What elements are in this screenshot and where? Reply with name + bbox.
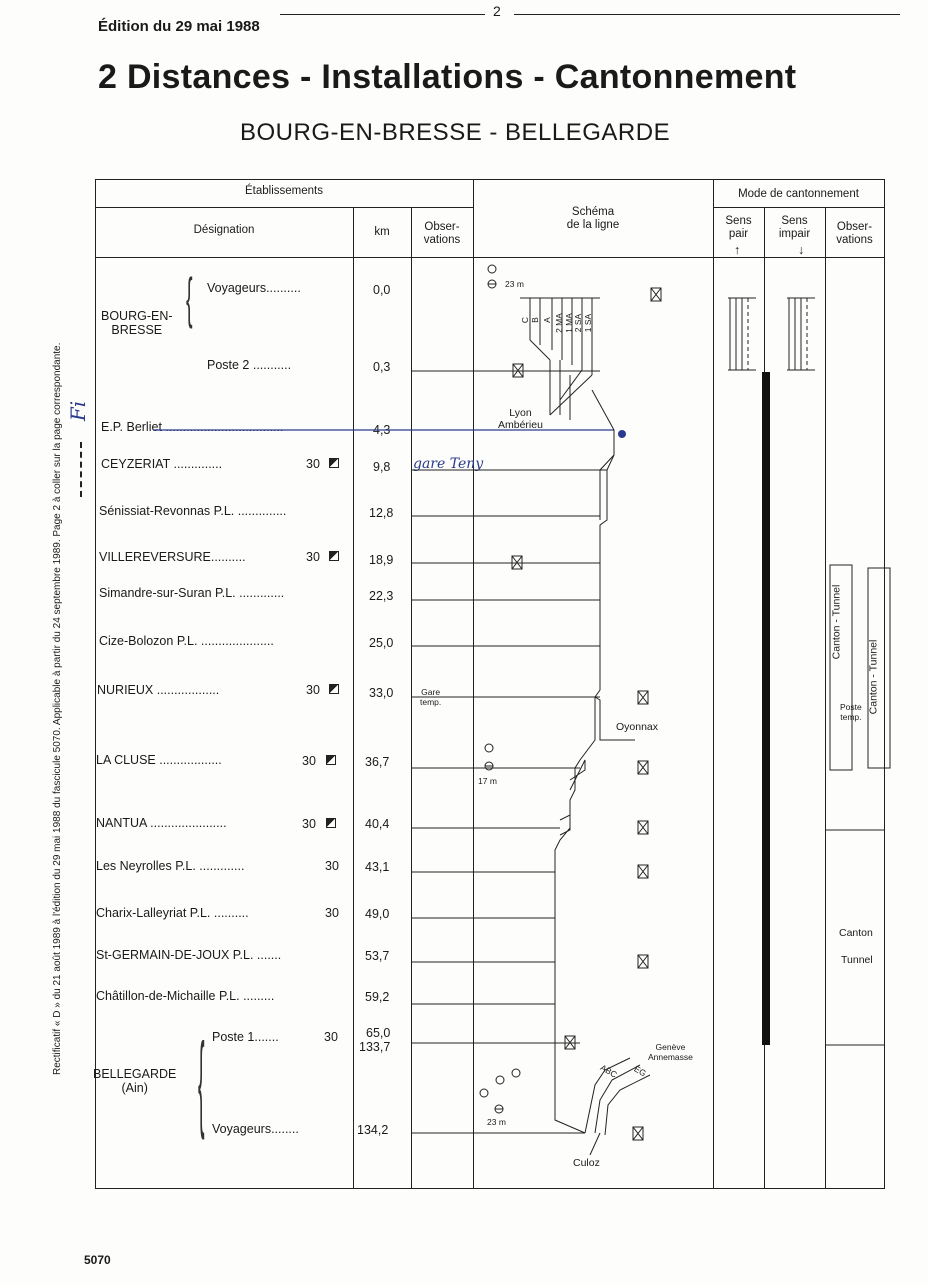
- schema-header: Schéma de la ligne: [566, 206, 620, 231]
- row-name-poste-1: Poste 1.......: [212, 1030, 279, 1044]
- schema-length-bellegarde: 23 m: [487, 1117, 506, 1127]
- sens-impair-header: Sens impair: [778, 215, 811, 240]
- brace-bellegarde: {: [198, 1020, 205, 1141]
- schema-lyon-amberieu: Lyon Ambérieu: [498, 407, 543, 431]
- schema-geneve-annemasse: Genève Annemasse: [648, 1042, 693, 1062]
- row-name-voyageurs-bellegarde: Voyageurs........: [212, 1122, 299, 1136]
- row-km-secondary: 133,7: [359, 1040, 391, 1054]
- row-name-ep-berliet: E.P. Berliet ..................................: [101, 420, 284, 434]
- schema-culoz: Culoz: [573, 1157, 600, 1169]
- row-km: 4,3: [373, 423, 391, 437]
- schema-oyonnax: Oyonnax: [616, 721, 659, 733]
- row-km: 12,8: [369, 506, 394, 520]
- brace-bourg: {: [186, 266, 193, 329]
- arrow-up-icon: ↑: [734, 243, 741, 257]
- row-km: 65,0: [366, 1026, 391, 1040]
- row-km: 36,7: [365, 755, 390, 769]
- km-header: km: [374, 226, 390, 238]
- track-label: C: [520, 316, 531, 324]
- row-km: 0,0: [373, 283, 391, 297]
- group-bellegarde: BELLEGARDE (Ain): [93, 1067, 177, 1095]
- row-speed: 30: [306, 550, 320, 564]
- row-name-chatillon: Châtillon-de-Michaille P.L. .........: [96, 989, 275, 1003]
- row-name-la-cluse: LA CLUSE ..................: [96, 753, 222, 767]
- row-name-nantua: NANTUA ......................: [96, 816, 227, 830]
- track-label: 2 SA: [573, 313, 584, 333]
- track-label: 1 SA: [583, 313, 594, 333]
- schema-abc: ABC: [598, 1062, 619, 1080]
- row-name-cize-bolozon: Cize-Bolozon P.L. .....................: [99, 634, 274, 648]
- schema-length-bourg: 23 m: [505, 279, 524, 289]
- row-name-simandre: Simandre-sur-Suran P.L. .............: [99, 586, 285, 600]
- page-number: 2: [493, 3, 501, 19]
- row-speed: 30: [325, 906, 339, 920]
- row-km: 40,4: [365, 817, 390, 831]
- page-title: 2 Distances - Installations - Cantonnement: [98, 58, 797, 96]
- row-km: 134,2: [357, 1123, 389, 1137]
- row-name-villereversure: VILLEREVERSURE..........: [99, 550, 246, 564]
- canton-label: Canton: [839, 927, 873, 939]
- mode-observations-header: Obser- vations: [836, 221, 873, 246]
- edition-date: Édition du 29 mai 1988: [98, 18, 260, 35]
- observations-header: Obser- vations: [423, 221, 461, 246]
- track-label: 1 MA: [563, 313, 574, 333]
- arrow-down-icon: ↓: [798, 243, 805, 257]
- row-km: 33,0: [369, 686, 394, 700]
- poste-temp-label: Poste temp.: [840, 702, 862, 722]
- row-km: 43,1: [365, 860, 390, 874]
- row-name-ceyzeriat: CEYZERIAT ..............: [101, 457, 223, 471]
- row-name-nurieux: NURIEUX ..................: [97, 683, 220, 697]
- row-name-charix: Charix-Lalleyriat P.L. ..........: [96, 906, 249, 920]
- row-km: 0,3: [373, 360, 391, 374]
- observation-gare-temp: Gare temp.: [420, 687, 442, 707]
- row-km: 49,0: [365, 907, 390, 921]
- canton-tunnel-label: Canton - Tunnel: [867, 639, 880, 715]
- row-name-voyageurs-bourg: Voyageurs..........: [207, 281, 301, 295]
- row-name-neyrolles: Les Neyrolles P.L. .............: [96, 859, 245, 873]
- group-bourg-en-bresse: BOURG-EN- BRESSE: [101, 309, 173, 337]
- row-speed: 30: [306, 457, 320, 471]
- row-speed: 30: [302, 754, 316, 768]
- row-name-st-germain: St-GERMAIN-DE-JOUX P.L. .......: [96, 948, 282, 962]
- sens-pair-header: Sens pair: [725, 215, 752, 240]
- document-code: 5070: [84, 1253, 111, 1267]
- schema-eg: EG: [632, 1063, 648, 1079]
- row-km: 59,2: [365, 990, 390, 1004]
- handwritten-margin-mark: Fi: [66, 400, 91, 422]
- row-speed: 30: [306, 683, 320, 697]
- track-label: 2 MA: [553, 313, 564, 333]
- row-speed: 30: [325, 859, 339, 873]
- tunnel-label: Tunnel: [841, 954, 873, 966]
- row-speed: 30: [324, 1030, 338, 1044]
- row-name-senissiat: Sénissiat-Revonnas P.L. ..............: [99, 504, 287, 518]
- track-label: B: [529, 317, 540, 323]
- row-km: 22,3: [369, 589, 394, 603]
- canton-bar: [762, 372, 770, 1045]
- mode-cantonnement-header: Mode de cantonnement: [738, 188, 859, 200]
- handwritten-observation: gare Teny: [413, 456, 484, 472]
- row-km: 18,9: [369, 553, 394, 567]
- row-km: 25,0: [369, 636, 394, 650]
- row-km: 53,7: [365, 949, 390, 963]
- track-label: A: [541, 317, 552, 323]
- rectificatif-note: Rectificatif « D » du 21 août 1989 à l'édition du 29 mai 1988 du fascicule 5070. Applicable à partir du 24 septembre 1989. Page 2 à coller sur la page correspondante.: [52, 342, 63, 1075]
- row-speed: 30: [302, 817, 316, 831]
- canton-tunnel-label: Canton - Tunnel: [830, 584, 843, 660]
- row-name-poste-2: Poste 2 ...........: [207, 358, 292, 372]
- schema-length-lacluse: 17 m: [478, 776, 497, 786]
- page-subtitle: BOURG-EN-BRESSE - BELLEGARDE: [240, 119, 671, 146]
- etablissements-header: Établissements: [245, 185, 323, 197]
- designation-header: Désignation: [193, 224, 255, 236]
- row-km: 9,8: [373, 460, 391, 474]
